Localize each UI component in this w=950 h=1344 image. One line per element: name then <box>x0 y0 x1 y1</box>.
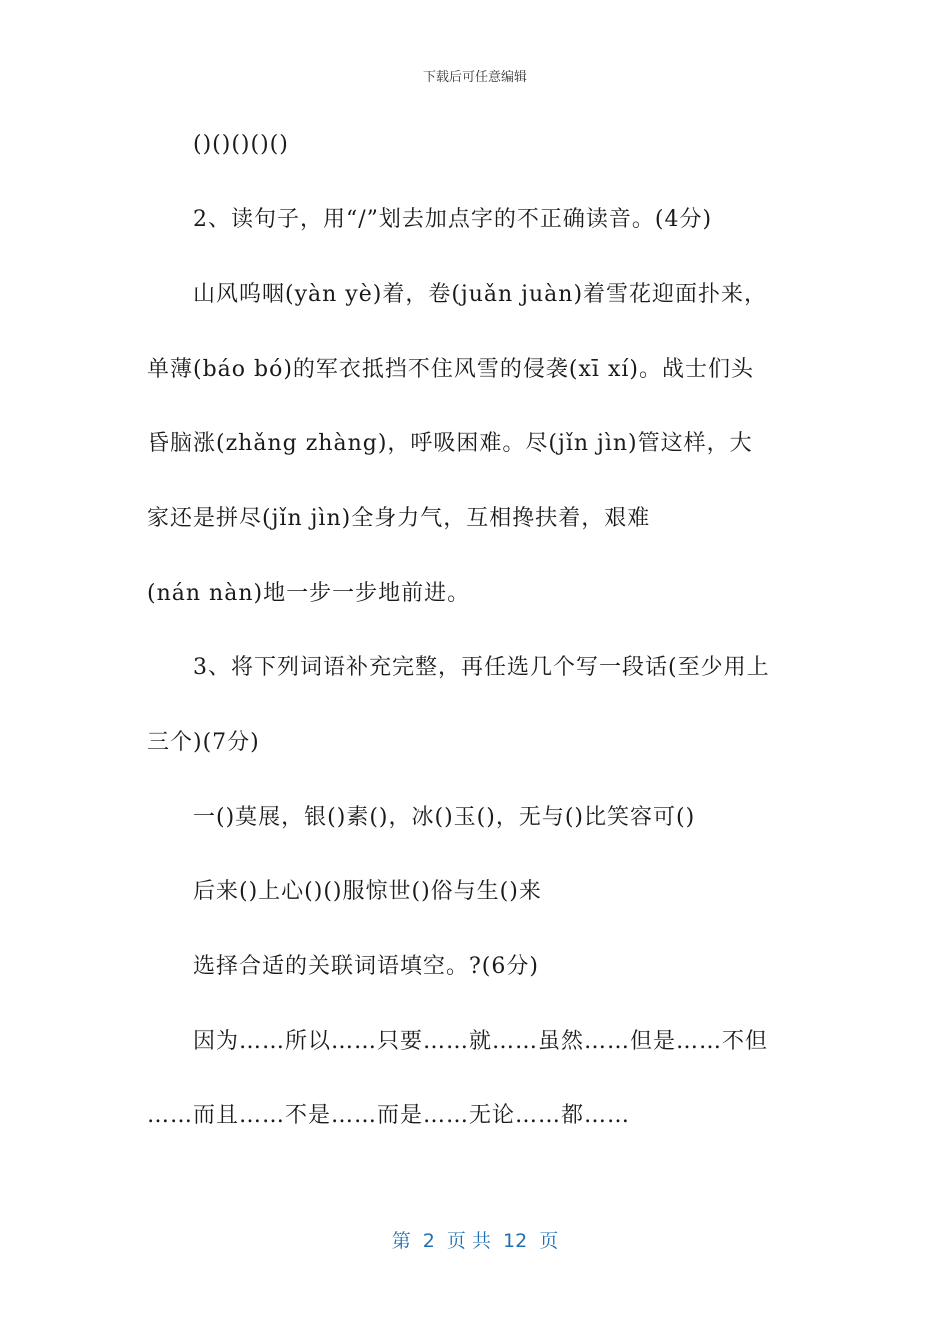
question-3-heading: 3、将下列词语补充完整，再任选几个写一段话(至少用上 <box>193 655 770 680</box>
passage-line-5: (nán nàn)地一步一步地前进。 <box>147 581 471 606</box>
page-header: 下载后可任意编辑 <box>422 70 527 85</box>
passage-line-1: 山风呜咽(yàn yè)着，卷(juǎn juàn)着雪花迎面扑来， <box>193 282 768 307</box>
idiom-fill-line-1: 一()莫展，银()素()，冰()玉()，无与()比笑容可() <box>193 805 696 830</box>
passage-line-3: 昏脑涨(zhǎng zhàng)，呼吸困难。尽(jǐn jìn)管这样，大 <box>147 431 753 456</box>
conjunction-options-line-1: 因为……所以……只要……就……虽然……但是……不但 <box>193 1029 769 1054</box>
idiom-fill-line-2: 后来()上心()()服惊世()俗与生()来 <box>193 879 542 904</box>
page-number-footer: 第 2 页 共 12 页 <box>391 1230 559 1252</box>
question-3-heading-cont: 三个)(7分) <box>147 730 260 755</box>
conjunction-options-line-2: ……而且……不是……而是……无论……都…… <box>147 1103 631 1128</box>
conjunction-question: 选择合适的关联词语填空。?(6分) <box>193 954 539 979</box>
answer-blanks-line: ()()()()() <box>193 132 289 157</box>
passage-line-2: 单薄(báo bó)的军衣抵挡不住风雪的侵袭(xī xí)。战士们头 <box>147 357 754 382</box>
question-2-heading: 2、读句子，用“/”划去加点字的不正确读音。(4分) <box>193 207 713 232</box>
passage-line-4: 家还是拼尽(jǐn jìn)全身力气，互相搀扶着，艰难 <box>147 506 651 531</box>
